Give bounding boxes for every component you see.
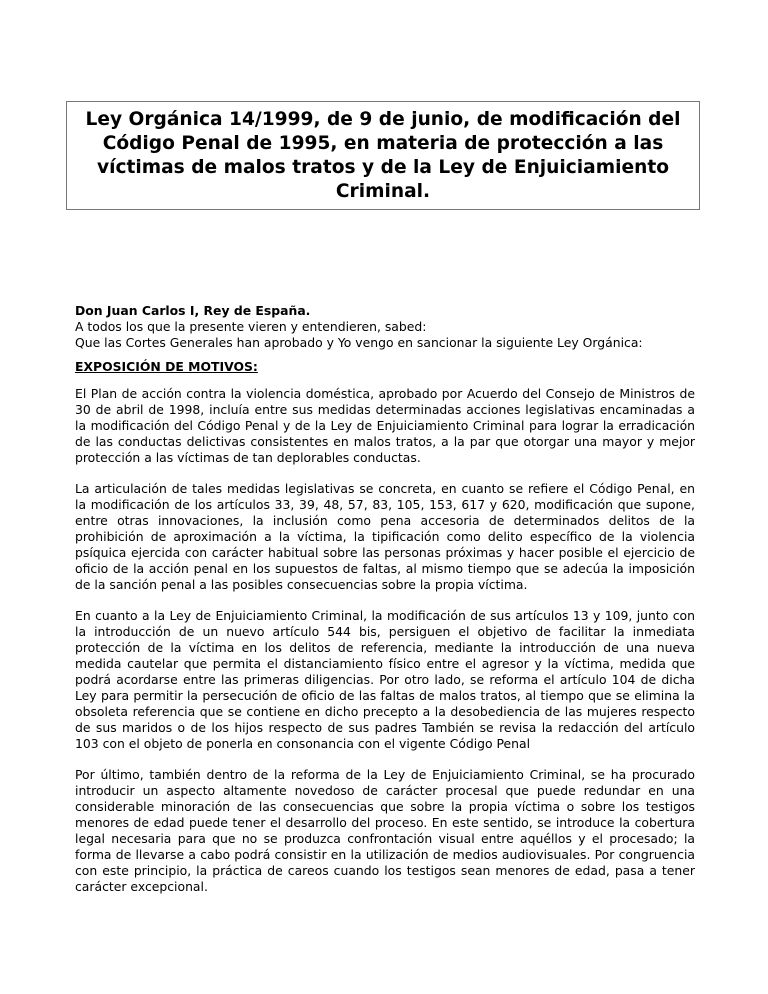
document-body: [75, 303, 695, 895]
preamble-enactment: Que las Cortes Generales han aprobado y Yo vengo en sancionar la siguiente Ley Orgánica:: [75, 335, 643, 350]
paragraph-4: Por último, también dentro de la reforma de la Ley de Enjuiciamiento Criminal, se ha procurado introducir un aspecto altamente novedoso de carácter procesal que puede redundar en una considerable minoración de las consecuencias que sobre la propia víctima o sobre los testigos menores de edad puede tener el desarrollo del proceso. En este sentido, se introduce la cobertura legal necesaria para que no se produzca confrontación visual entre aquéllos y el procesado; la forma de llevarse a cabo podrá consistir en la utilización de medios audiovisuales. Por congruencia con este principio, la práctica de careos cuando los testigos sean menores de edad, pasa a tener carácter excepcional.: [75, 767, 695, 894]
paragraph-3: En cuanto a la Ley de Enjuiciamiento Criminal, la modificación de sus artículos 13 y 109, junto con la introducción de un nuevo artículo 544 bis, persiguen el objetivo de facilitar la inmediata protección de la víctima en los delitos de referencia, mediante la introducción de una nueva medida cautelar que permita el distanciamiento físico entre el agresor y la víctima, medida que podrá acordarse entre las primeras diligencias. Por otro lado, se reforma el artículo 104 de dicha Ley para permitir la persecución de oficio de las faltas de malos tratos, al tiempo que se elimina la obsoleta referencia que se contiene en dicho precepto a la desobediencia de las mujeres respecto de sus maridos o de los hijos respecto de sus padres También se revisa la redacción del artículo 103 con el objeto de ponerla en consonancia con el vigente Código Penal: [75, 608, 695, 751]
section-heading: EXPOSICIÓN DE MOTIVOS:: [75, 359, 258, 374]
preamble-greeting: A todos los que la presente vieren y entendieren, sabed:: [75, 319, 427, 334]
document-title: Ley Orgánica 14/1999, de 9 de junio, de modificación del Código Penal de 1995, en materia de protección a las víctimas de malos tratos y de la Ley de Enjuiciamiento Criminal.: [85, 108, 681, 202]
paragraph-1: El Plan de acción contra la violencia doméstica, aprobado por Acuerdo del Consejo de Ministros de 30 de abril de 1998, incluía entre sus medidas determinadas acciones legislativas encaminadas a la modificación del Código Penal y de la Ley de Enjuiciamiento Criminal para lograr la erradicación de las conductas delictivas consistentes en malos tratos, a la par que otorgar una mayor y mejor protección a las víctimas de tan deplorables conductas.: [75, 386, 695, 465]
title-box: [66, 101, 700, 210]
paragraph-2: La articulación de tales medidas legislativas se concreta, en cuanto se refiere el Código Penal, en la modificación de los artículos 33, 39, 48, 57, 83, 105, 153, 617 y 620, modificación que supone, entre otras innovaciones, la inclusión como pena accesoria de determinados delitos de la prohibición de aproximación a la víctima, la tipificación como delito específico de la violencia psíquica ejercida con carácter habitual sobre las personas próximas y hacer posible el ejercicio de oficio de la acción penal en los supuestos de faltas, al mismo tiempo que se adecúa la imposición de la sanción penal a las posibles consecuencias sobre la propia víctima.: [75, 481, 695, 592]
preamble-monarch: Don Juan Carlos I, Rey de España.: [75, 303, 311, 318]
